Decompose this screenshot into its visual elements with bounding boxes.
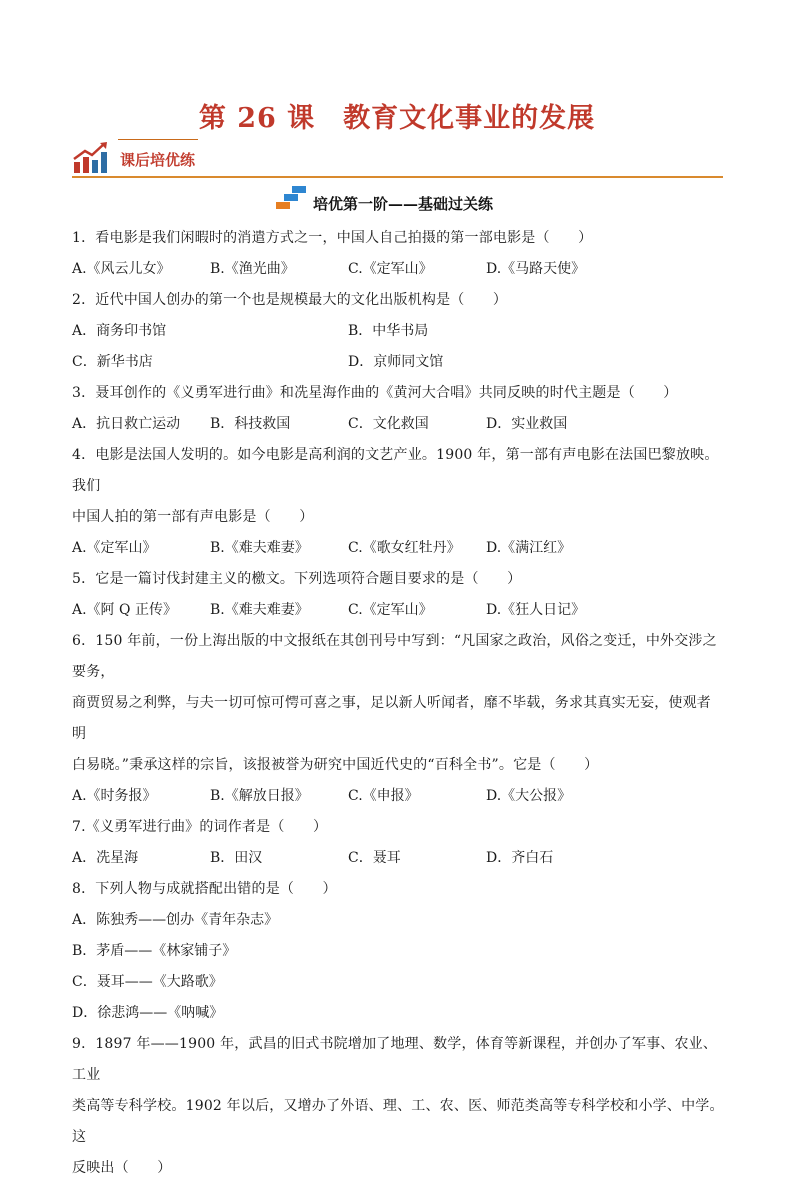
options-row xyxy=(72,316,724,347)
question-stem-line: 9．1897 年——1900 年，武昌的旧式书院增加了地理、数学，体育等新课程，并创办了军事、农业、工业 xyxy=(72,1036,718,1083)
header-bottom-rule xyxy=(72,176,723,178)
answer-option[interactable]: B．中华书局 xyxy=(348,323,429,339)
question-list xyxy=(72,223,724,1184)
question-stem-line: 4．电影是法国人发明的。如今电影是高利润的文艺产业。1900 年，第一部有声电影在法国巴黎放映。我们 xyxy=(72,447,719,494)
answer-option[interactable]: A.《风云儿女》 xyxy=(72,261,171,277)
answer-option[interactable]: D．徐悲鸿——《呐喊》 xyxy=(72,1005,224,1021)
question-item xyxy=(72,223,724,285)
answer-option[interactable]: A．冼星海 xyxy=(72,850,139,866)
answer-option[interactable]: C.《歌女红牡丹》 xyxy=(348,540,461,556)
question-stem-line: 类高等专科学校。1902 年以后，又增办了外语、理、工、农、医、师范类高等专科学校和小学、中学。这 xyxy=(72,1098,724,1145)
header-top-rule xyxy=(118,139,198,140)
answer-option[interactable]: C．新华书店 xyxy=(72,354,153,370)
answer-option[interactable]: D.《狂人日记》 xyxy=(486,602,586,618)
answer-option[interactable]: D．实业救国 xyxy=(486,416,568,432)
question-item xyxy=(72,564,724,626)
question-item xyxy=(72,378,724,440)
options-row xyxy=(72,998,724,1029)
question-item xyxy=(72,626,724,812)
question-stem-line: 2．近代中国人创办的第一个也是规模最大的文化出版机构是（ ） xyxy=(72,292,508,308)
answer-option[interactable]: D.《满江红》 xyxy=(486,540,572,556)
question-stem-line: 5．它是一篇讨伐封建主义的檄文。下列选项符合题目要求的是（ ） xyxy=(72,571,522,587)
answer-option[interactable]: A.《时务报》 xyxy=(72,788,157,804)
section-header xyxy=(72,136,723,180)
answer-option[interactable]: A．抗日救亡运动 xyxy=(72,416,181,432)
options-row xyxy=(72,781,724,812)
answer-option[interactable]: C．文化救国 xyxy=(348,416,429,432)
question-item xyxy=(72,440,724,564)
stairs-icon xyxy=(274,186,308,210)
question-stem-line: 3．聂耳创作的《义勇军进行曲》和冼星海作曲的《黄河大合唱》共同反映的时代主题是（ ） xyxy=(72,385,678,401)
options-row xyxy=(72,967,724,998)
answer-option[interactable]: C.《定军山》 xyxy=(348,602,433,618)
answer-option[interactable]: D.《马路天使》 xyxy=(486,261,586,277)
question-item xyxy=(72,285,724,378)
options-row xyxy=(72,843,724,874)
question-stem-line: 商贾贸易之利弊，与夫一切可惊可愕可喜之事，足以新人听闻者，靡不毕载，务求其真实无妄，使观者明 xyxy=(72,695,711,742)
question-stem-line: 8．下列人物与成就搭配出错的是（ ） xyxy=(72,881,337,897)
options-row xyxy=(72,905,724,936)
answer-option[interactable]: B.《难夫难妻》 xyxy=(210,602,309,618)
answer-option[interactable]: C.《定军山》 xyxy=(348,261,433,277)
answer-option[interactable]: B.《渔光曲》 xyxy=(210,261,295,277)
question-stem-line: 1．看电影是我们闲暇时的消遣方式之一，中国人自己拍摄的第一部电影是（ ） xyxy=(72,230,593,246)
options-row xyxy=(72,595,724,626)
answer-option[interactable]: D．齐白石 xyxy=(486,850,554,866)
stage-title: 培优第一阶——基础过关练 xyxy=(313,195,494,213)
page-title: 第 26 课 教育文化事业的发展 xyxy=(198,103,596,134)
answer-option[interactable]: B.《解放日报》 xyxy=(210,788,309,804)
options-row xyxy=(72,533,724,564)
answer-option[interactable]: A．商务印书馆 xyxy=(72,323,167,339)
section-label: 课后培优练 xyxy=(120,151,196,169)
answer-option[interactable]: B．科技救国 xyxy=(210,416,291,432)
options-row xyxy=(72,254,724,285)
answer-option[interactable]: B.《难夫难妻》 xyxy=(210,540,309,556)
question-stem-line: 白易晓。”秉承这样的宗旨，该报被誉为研究中国近代史的“百科全书”。它是（ ） xyxy=(72,757,599,773)
answer-option[interactable]: B．田汉 xyxy=(210,850,263,866)
question-item xyxy=(72,812,724,874)
answer-option[interactable]: A.《阿 Q 正传》 xyxy=(72,602,177,618)
answer-option[interactable]: D．京师同文馆 xyxy=(348,354,444,370)
question-item xyxy=(72,874,724,1029)
question-stem-line: 6．150 年前，一份上海出版的中文报纸在其创刊号中写到：“凡国家之政治，风俗之变迁，中外交涉之要务， xyxy=(72,633,717,680)
question-stem-line: 7.《义勇军进行曲》的词作者是（ ） xyxy=(72,819,328,835)
answer-option[interactable]: B．茅盾——《林家铺子》 xyxy=(72,943,237,959)
answer-option[interactable]: A.《定军山》 xyxy=(72,540,157,556)
stage-heading xyxy=(0,186,794,214)
rising-bar-chart-icon xyxy=(72,140,110,174)
answer-option[interactable]: D.《大公报》 xyxy=(486,788,572,804)
answer-option[interactable]: C．聂耳 xyxy=(348,850,401,866)
answer-option[interactable]: C．聂耳——《大路歌》 xyxy=(72,974,223,990)
question-item xyxy=(72,1029,724,1184)
answer-option[interactable]: C.《申报》 xyxy=(348,788,419,804)
options-row xyxy=(72,409,724,440)
answer-option[interactable]: A．陈独秀——创办《青年杂志》 xyxy=(72,912,279,928)
options-row xyxy=(72,347,724,378)
question-stem-line: 反映出（ ） xyxy=(72,1160,172,1176)
question-stem-line: 中国人拍的第一部有声电影是（ ） xyxy=(72,509,314,525)
options-row xyxy=(72,936,724,967)
